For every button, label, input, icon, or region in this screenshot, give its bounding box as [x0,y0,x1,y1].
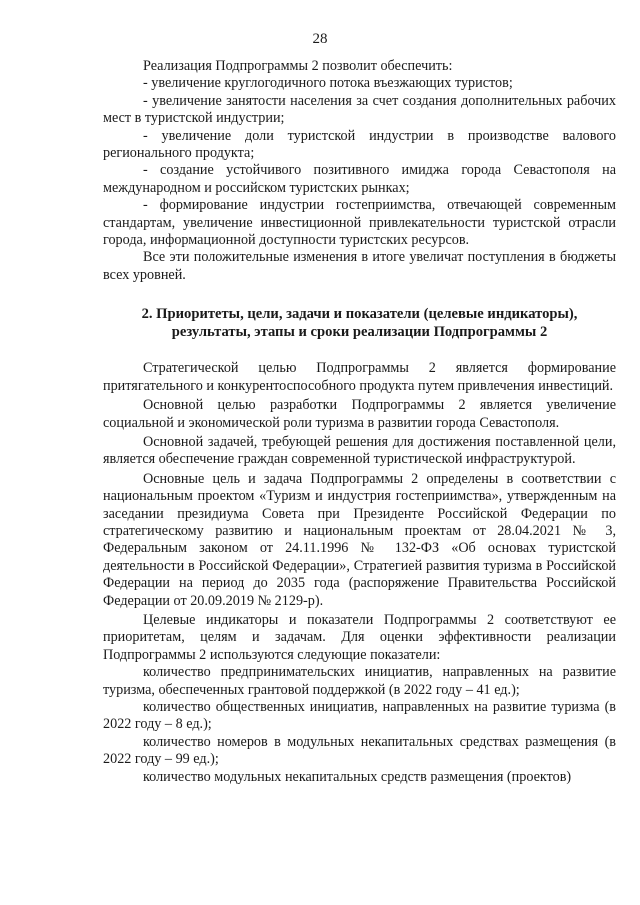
indicator-item: количество модульных некапитальных средств размещения (проектов) [143,768,572,785]
intro-paragraph: Реализация Подпрограммы 2 позволит обеспечить: [143,58,453,74]
section-heading-line: результаты, этапы и сроки реализации Подпрограммы 2 [171,324,548,341]
indicator-item: количество предпринимательских инициатив, направленных на развитие туризма, обеспеченных грантовой поддержкой (в 2022 году – 41 ед.); [103,664,616,698]
outcome-list-item: - создание устойчивого позитивного имиджа города Севастополя на международном и российском туристских рынках; [103,162,616,196]
indicator-item: количество общественных инициатив, направленных на развитие туризма (в 2022 году – 8 ед.); [103,699,616,733]
page-number: 28 [312,31,328,47]
outcome-list-item: - увеличение занятости населения за счет создания дополнительных рабочих мест в туристской индустрии; [103,92,616,127]
indicator-item: количество номеров в модульных некапитальных средствах размещения (в 2022 году – 99 ед.); [103,733,616,768]
outcome-list-item: - увеличение круглогодичного потока въезжающих туристов; [143,75,513,92]
body-paragraph: Целевые индикаторы и показатели Подпрограммы 2 соответствуют ее приоритетам, целям и задачам. Для оценки эффективности реализации Подпрограммы 2 используются следующие показатели: [103,611,616,663]
body-paragraph: Основные цель и задача Подпрограммы 2 определены в соответствии с национальным проектом «Туризм и индустрия гостеприимства», утвержденным на заседании президиума Совета при Президенте Российской Федерации по стратегическому развитию и национальным проектам от 28.04.2021 № 3, Федеральным законом от 24.11.1996 № 132-ФЗ «Об основах туристской деятельности в Российской Федерации», Стратегией развития туризма в Российской Федерации на период до 2035 года (распоряжение Правительства Российской Федерации от 20.09.2019 № 2129-р). [103,470,616,609]
section-heading [103,305,616,341]
outcome-list-item: - формирование индустрии гостеприимства, отвечающей современным стандартам, увеличение инвестиционной привлекательности туристской отрасли города, информационной доступности туристских ресурсов. [103,197,616,249]
outcome-list-item: - увеличение доли туристской индустрии в производстве валового регионального продукта; [103,127,616,162]
section-heading-line: 2. Приоритеты, цели, задачи и показатели (целевые индикаторы), [141,306,578,323]
body-paragraph: Основной задачей, требующей решения для достижения поставленной цели, является обеспечение граждан современной туристической инфраструктурой. [103,433,616,468]
body-paragraph: Стратегической целью Подпрограммы 2 является формирование притягательного и конкурентоспособного продукта путем привлечения инвестиций. [103,360,616,394]
document-body [103,58,616,786]
body-paragraph: Основной целью разработки Подпрограммы 2 является увеличение социальной и экономической роли туризма в развитии города Севастополя. [103,397,616,431]
summary-paragraph: Все эти положительные изменения в итоге увеличат поступления в бюджеты всех уровней. [103,249,616,283]
